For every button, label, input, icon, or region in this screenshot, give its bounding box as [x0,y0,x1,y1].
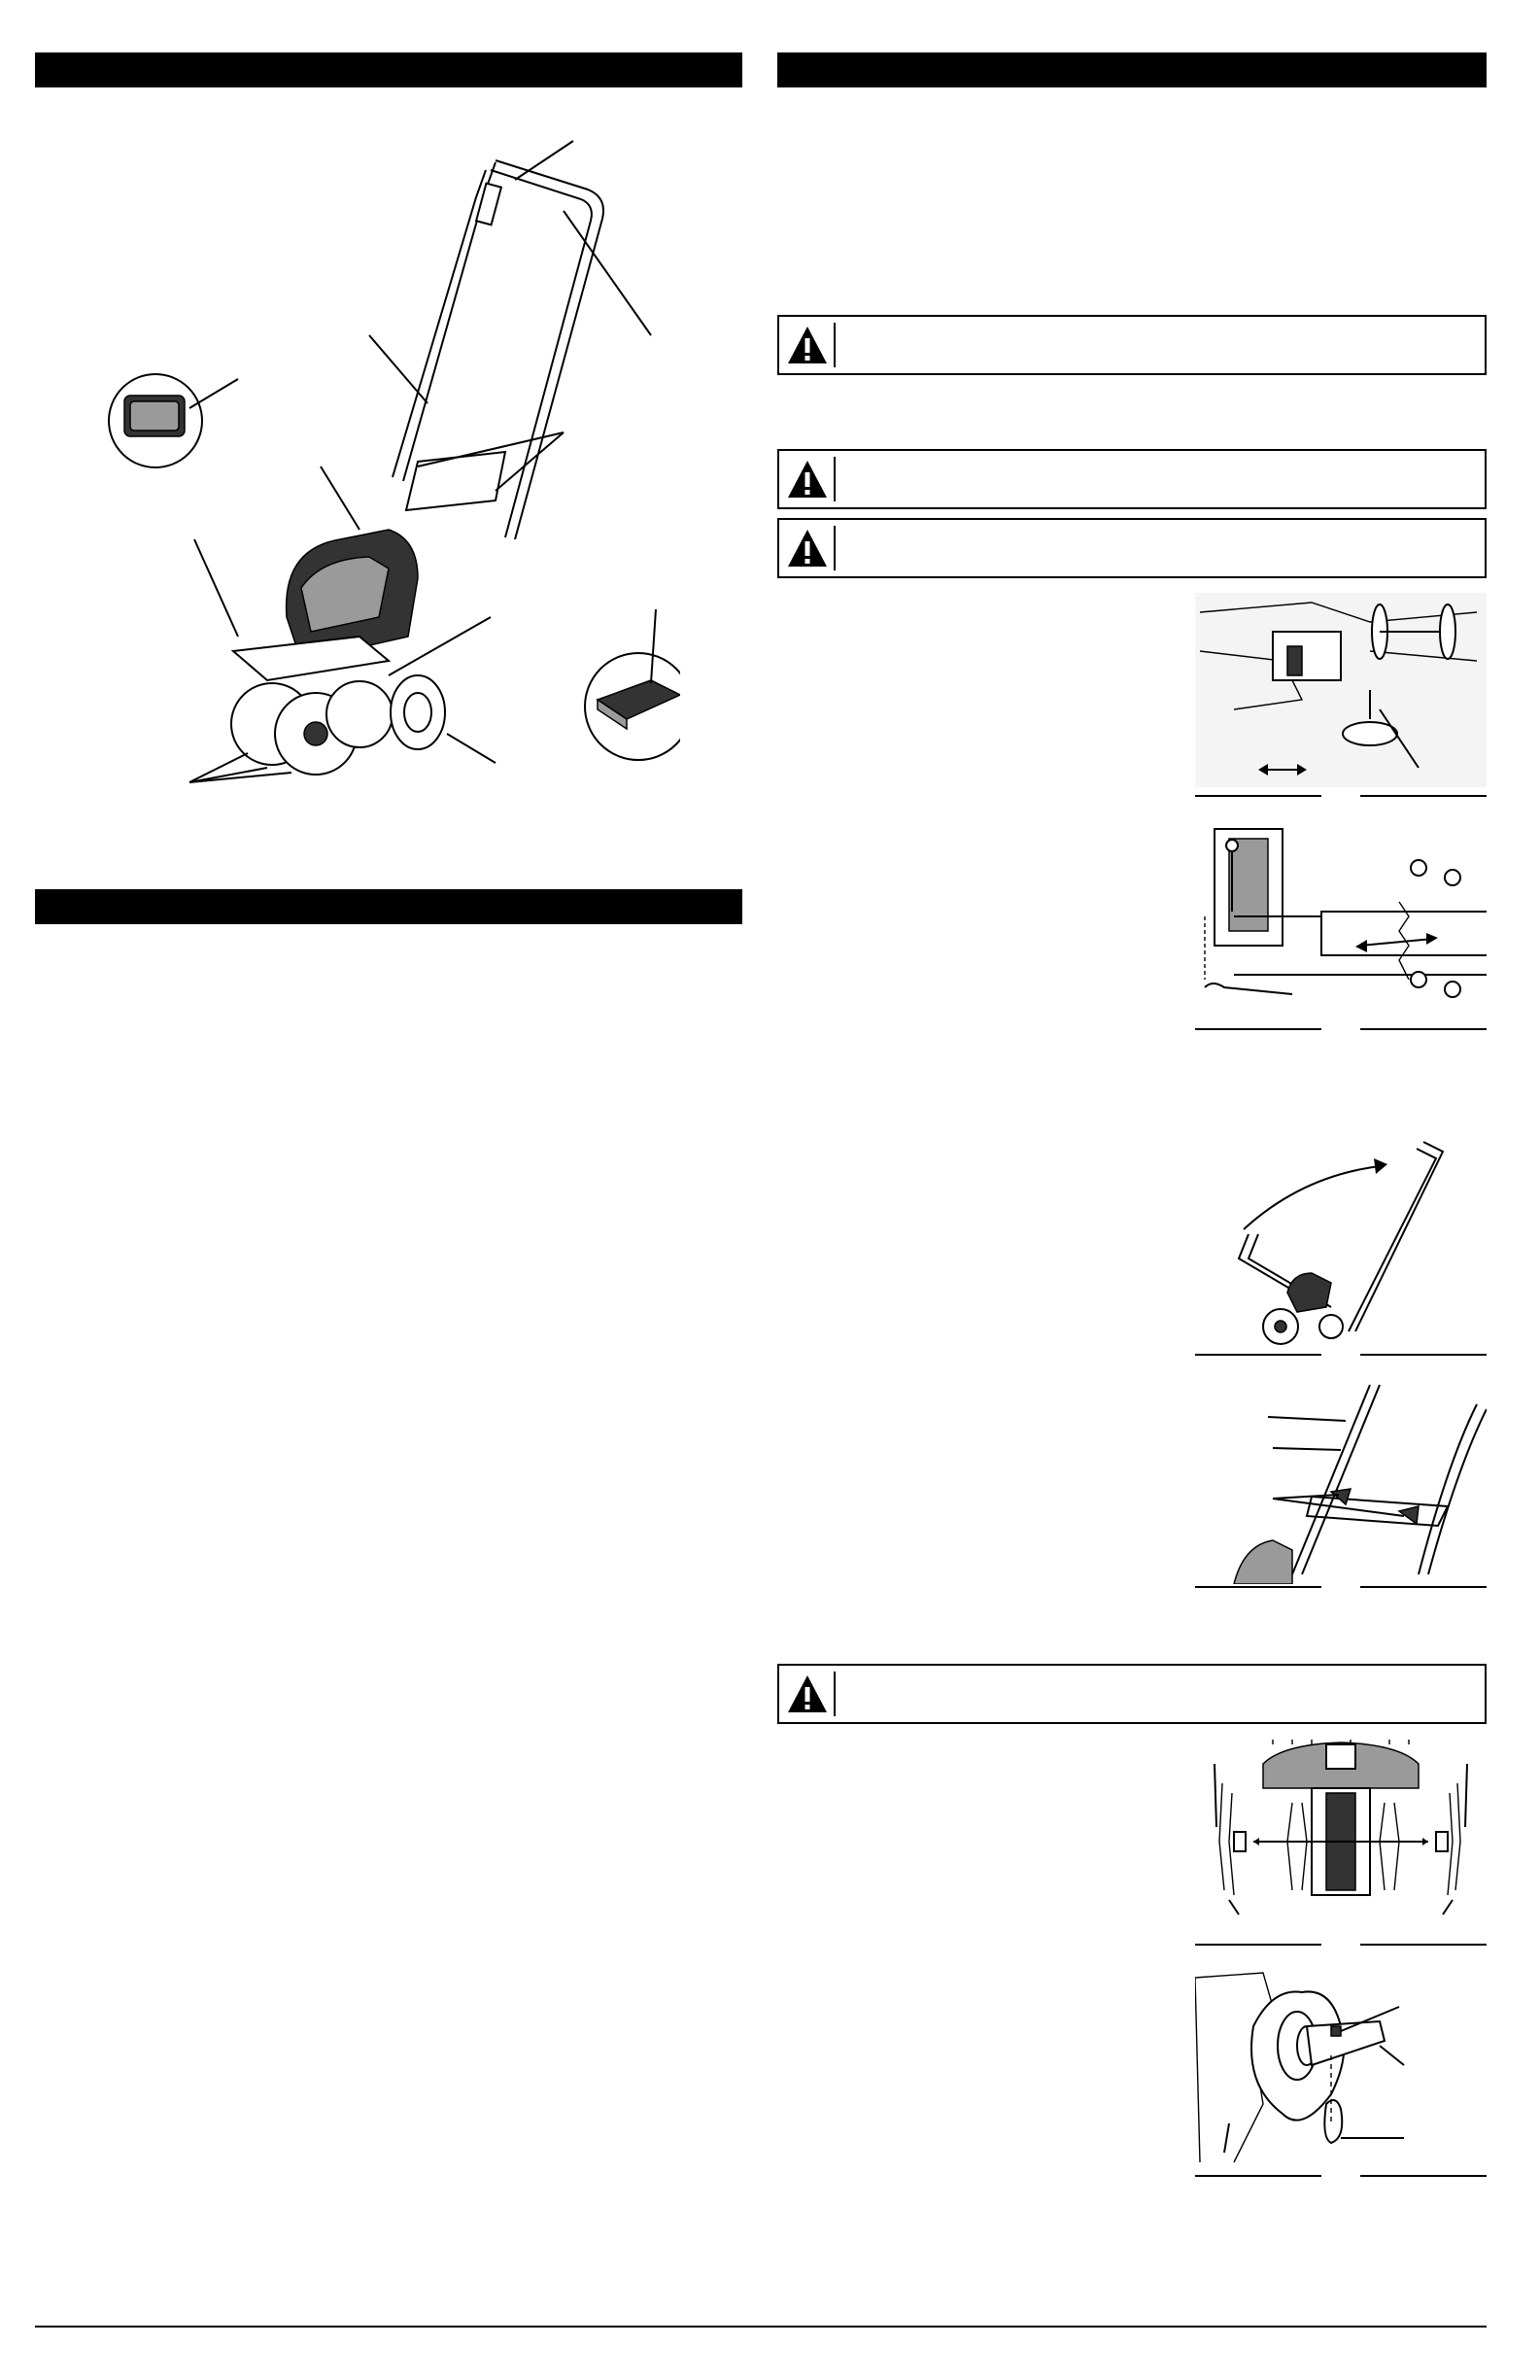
transport-wheel [389,617,496,763]
figure-caption-rule-left [1195,1028,1321,1030]
warning-triangle-icon [785,323,830,367]
figure-caption-rule-right [1360,1028,1487,1030]
section-header-bar-left-middle [35,889,742,924]
figure-caption-rule-right [1360,1586,1487,1588]
figure-caption-rule-right [1360,2175,1487,2177]
figure-handle-knobs [1195,1380,1487,1584]
figure-depth-pin [1195,824,1487,1028]
section-header-bar-right-top [777,52,1487,87]
figure-caption-rule-left [1195,1354,1321,1356]
figure-caption-rule-left [1195,1944,1321,1946]
figure-caption-rule-left [1195,795,1321,797]
warning-box [777,518,1487,578]
figure-caption-rule-right [1360,795,1487,797]
section-header-bar-left-top [35,52,742,87]
figure-clevis-pin [1195,1968,1487,2172]
figure-caption-rule-left [1195,1586,1321,1588]
tines [189,681,393,782]
figure-raise-handle [1195,1137,1487,1346]
figure-tine-assembly [1195,1735,1487,1939]
motor-housing [287,466,418,661]
warning-box [777,315,1487,375]
warning-triangle-icon [785,1672,830,1716]
tiller-illustration [97,131,680,811]
tiller-handle [369,141,651,539]
figure-caption-rule-right [1360,1944,1487,1946]
battery-inset-circle [109,374,238,467]
warning-box [777,449,1487,509]
charger-inset-circle [585,609,680,760]
warning-triangle-icon [785,457,830,501]
figure-wheel-bracket [1195,593,1487,787]
warning-box [777,1664,1487,1724]
warning-triangle-icon [785,526,830,570]
footer-rule [35,2326,1487,2328]
figure-caption-rule-right [1360,1354,1487,1356]
figure-caption-rule-left [1195,2175,1321,2177]
